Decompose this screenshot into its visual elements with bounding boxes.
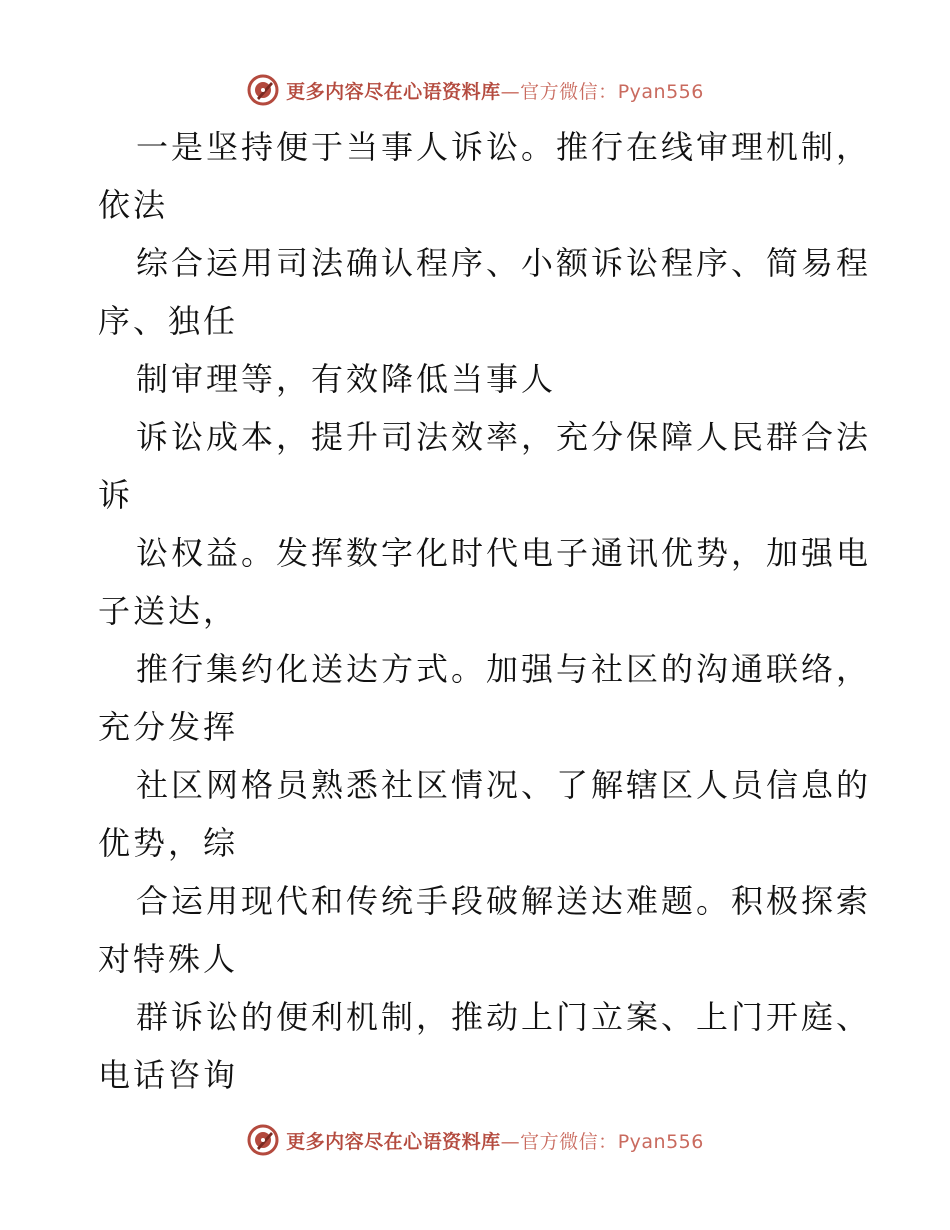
body-line: 诉	[98, 476, 134, 514]
banner-main: 更多内容尽在心语资料库	[286, 80, 501, 103]
body-line: 电话咨询	[98, 1056, 239, 1094]
pen-nib-logo-icon	[246, 73, 280, 107]
banner-text	[286, 1127, 704, 1154]
body-line: 一是坚持便于当事人诉讼。推行在线审理机制，	[136, 128, 872, 166]
body-line: 优势，综	[98, 824, 239, 862]
body-line: 制审理等，有效降低当事人	[136, 360, 557, 398]
document-body	[98, 118, 872, 1104]
banner-separator: —	[500, 1130, 521, 1153]
pen-nib-logo-icon	[246, 1123, 280, 1157]
body-line: 诉讼成本，提升司法效率，充分保障人民群合法	[136, 418, 872, 456]
banner-wechat-label: 官方微信：	[520, 80, 618, 103]
banner-wechat-label: 官方微信：	[520, 1130, 618, 1153]
body-line: 推行集约化送达方式。加强与社区的沟通联络，	[136, 650, 872, 688]
footer-banner	[0, 1120, 950, 1160]
body-line: 对特殊人	[98, 940, 239, 978]
body-line: 序、独任	[98, 302, 239, 340]
banner-text	[286, 77, 704, 104]
body-line: 群诉讼的便利机制，推动上门立案、上门开庭、	[136, 998, 872, 1036]
body-line: 综合运用司法确认程序、小额诉讼程序、简易程	[136, 244, 872, 282]
banner-main: 更多内容尽在心语资料库	[286, 1130, 501, 1153]
body-line: 讼权益。发挥数字化时代电子通讯优势，加强电	[136, 534, 872, 572]
header-banner	[0, 70, 950, 110]
body-line: 社区网格员熟悉社区情况、了解辖区人员信息的	[136, 766, 872, 804]
body-line: 依法	[98, 186, 169, 224]
banner-wechat-id: Pyan556	[617, 80, 704, 103]
banner-separator: —	[500, 80, 521, 103]
banner-wechat-id: Pyan556	[617, 1130, 704, 1153]
body-line: 充分发挥	[98, 708, 239, 746]
body-line: 合运用现代和传统手段破解送达难题。积极探索	[136, 882, 872, 920]
body-line: 子送达，	[98, 592, 239, 630]
